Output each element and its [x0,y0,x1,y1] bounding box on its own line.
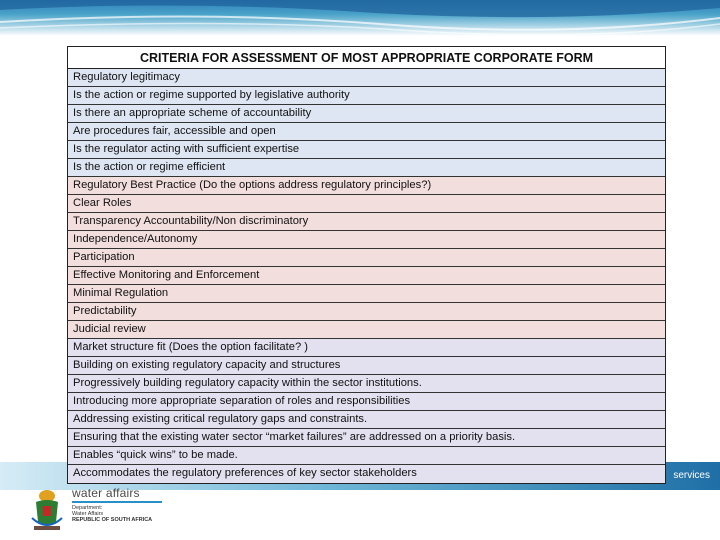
table-title: CRITERIA FOR ASSESSMENT OF MOST APPROPRIATE CORPORATE FORM [68,47,665,69]
department-label: Department: [72,505,103,511]
table-row: Addressing existing critical regulatory gaps and constraints. [68,411,665,429]
table-row: Market structure fit (Does the option facilitate? ) [68,339,665,357]
table-row: Regulatory Best Practice (Do the options address regulatory principles?) [68,177,665,195]
brand-underline [72,501,162,503]
table-row: Clear Roles [68,195,665,213]
table-row: Predictability [68,303,665,321]
table-row: Is the action or regime efficient [68,159,665,177]
department-name: Water Affairs [72,511,104,517]
brand-name: water affairs [72,486,140,500]
table-row: Building on existing regulatory capacity and structures [68,357,665,375]
table-row: Progressively building regulatory capacity within the sector institutions. [68,375,665,393]
table-row: Are procedures fair, accessible and open [68,123,665,141]
header-band [0,0,720,36]
table-row: Is the action or regime supported by legislative authority [68,87,665,105]
table-row: Judicial review [68,321,665,339]
table-row: Accommodates the regulatory preferences of key sector stakeholders [68,465,665,483]
table-row: Regulatory legitimacy [68,69,665,87]
table-row: Independence/Autonomy [68,231,665,249]
table-row: Transparency Accountability/Non discriminatory [68,213,665,231]
table-row: Ensuring that the existing water sector “market failures” are addressed on a priority basis. [68,429,665,447]
coat-of-arms-icon [28,488,66,532]
footer-logo [28,486,328,538]
table-row: Is the regulator acting with sufficient expertise [68,141,665,159]
banner-tag: services [673,470,710,481]
country-name: REPUBLIC OF SOUTH AFRICA [72,517,153,523]
table-row: Enables “quick wins” to be made. [68,447,665,465]
criteria-table [67,46,666,484]
wave-decoration [0,0,720,36]
table-row: Is there an appropriate scheme of accountability [68,105,665,123]
table-row: Minimal Regulation [68,285,665,303]
table-row: Introducing more appropriate separation of roles and responsibilities [68,393,665,411]
table-row: Participation [68,249,665,267]
table-body [68,69,665,483]
table-row: Effective Monitoring and Enforcement [68,267,665,285]
